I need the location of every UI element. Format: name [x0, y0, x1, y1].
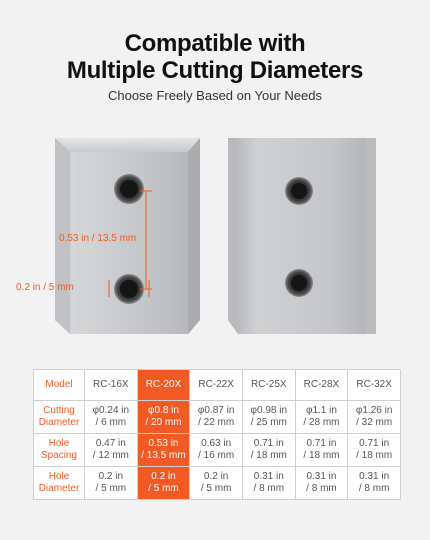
header-rc-32x: RC-32X: [348, 370, 401, 401]
table-cell-highlight: φ0.8 in / 20 mm: [137, 401, 190, 434]
table-cell-highlight: 0.53 in / 13.5 mm: [137, 434, 190, 467]
table-cell: φ1.1 in / 28 mm: [295, 401, 348, 434]
row-label: Cutting Diameter: [34, 401, 85, 434]
table-row-hole-diameter: [34, 467, 401, 500]
header-rc-22x: RC-22X: [190, 370, 243, 401]
mounting-hole-top: [285, 177, 313, 205]
spec-table: [33, 369, 401, 500]
spacing-hole-bottom: [114, 274, 144, 304]
table-row-hole-spacing: [34, 434, 401, 467]
table-cell: 0.63 in / 16 mm: [190, 434, 243, 467]
hole-spacing-label: 0.53 in / 13.5 mm: [59, 233, 137, 244]
header-model: Model: [34, 370, 85, 401]
table-header-row: [34, 370, 401, 401]
row-label: Hole Spacing: [34, 434, 85, 467]
table-cell: 0.31 in / 8 mm: [295, 467, 348, 500]
spacing-hole-top: [114, 174, 144, 204]
table-cell: 0.71 in / 18 mm: [348, 434, 401, 467]
table-cell: 0.31 in / 8 mm: [242, 467, 295, 500]
title-line-1: Compatible with: [124, 30, 306, 57]
row-label: Hole Diameter: [34, 467, 85, 500]
table-row-cutting-diameter: [34, 401, 401, 434]
table-cell: φ1.26 in / 32 mm: [348, 401, 401, 434]
table-cell-highlight: 0.2 in / 5 mm: [137, 467, 190, 500]
table-cell: φ0.87 in / 22 mm: [190, 401, 243, 434]
table-cell: φ0.98 in / 25 mm: [242, 401, 295, 434]
header-rc-28x: RC-28X: [295, 370, 348, 401]
page-title: [0, 30, 430, 84]
right-blade: [228, 138, 376, 334]
page-subtitle: Choose Freely Based on Your Needs: [108, 88, 322, 103]
table-cell: 0.71 in / 18 mm: [242, 434, 295, 467]
table-cell: 0.47 in / 12 mm: [85, 434, 138, 467]
title-line-2: Multiple Cutting Diameters: [66, 57, 364, 84]
table-cell: 0.31 in / 8 mm: [348, 467, 401, 500]
hole-diameter-label: 0.2 in / 5 mm: [16, 282, 74, 293]
header-rc-20x: RC-20X: [137, 370, 190, 401]
header-rc-25x: RC-25X: [242, 370, 295, 401]
table-cell: φ0.24 in / 6 mm: [85, 401, 138, 434]
table-cell: 0.2 in / 5 mm: [85, 467, 138, 500]
table-cell: 0.71 in / 18 mm: [295, 434, 348, 467]
table-cell: 0.2 in / 5 mm: [190, 467, 243, 500]
header-rc-16x: RC-16X: [85, 370, 138, 401]
mounting-hole-bottom: [285, 269, 313, 297]
